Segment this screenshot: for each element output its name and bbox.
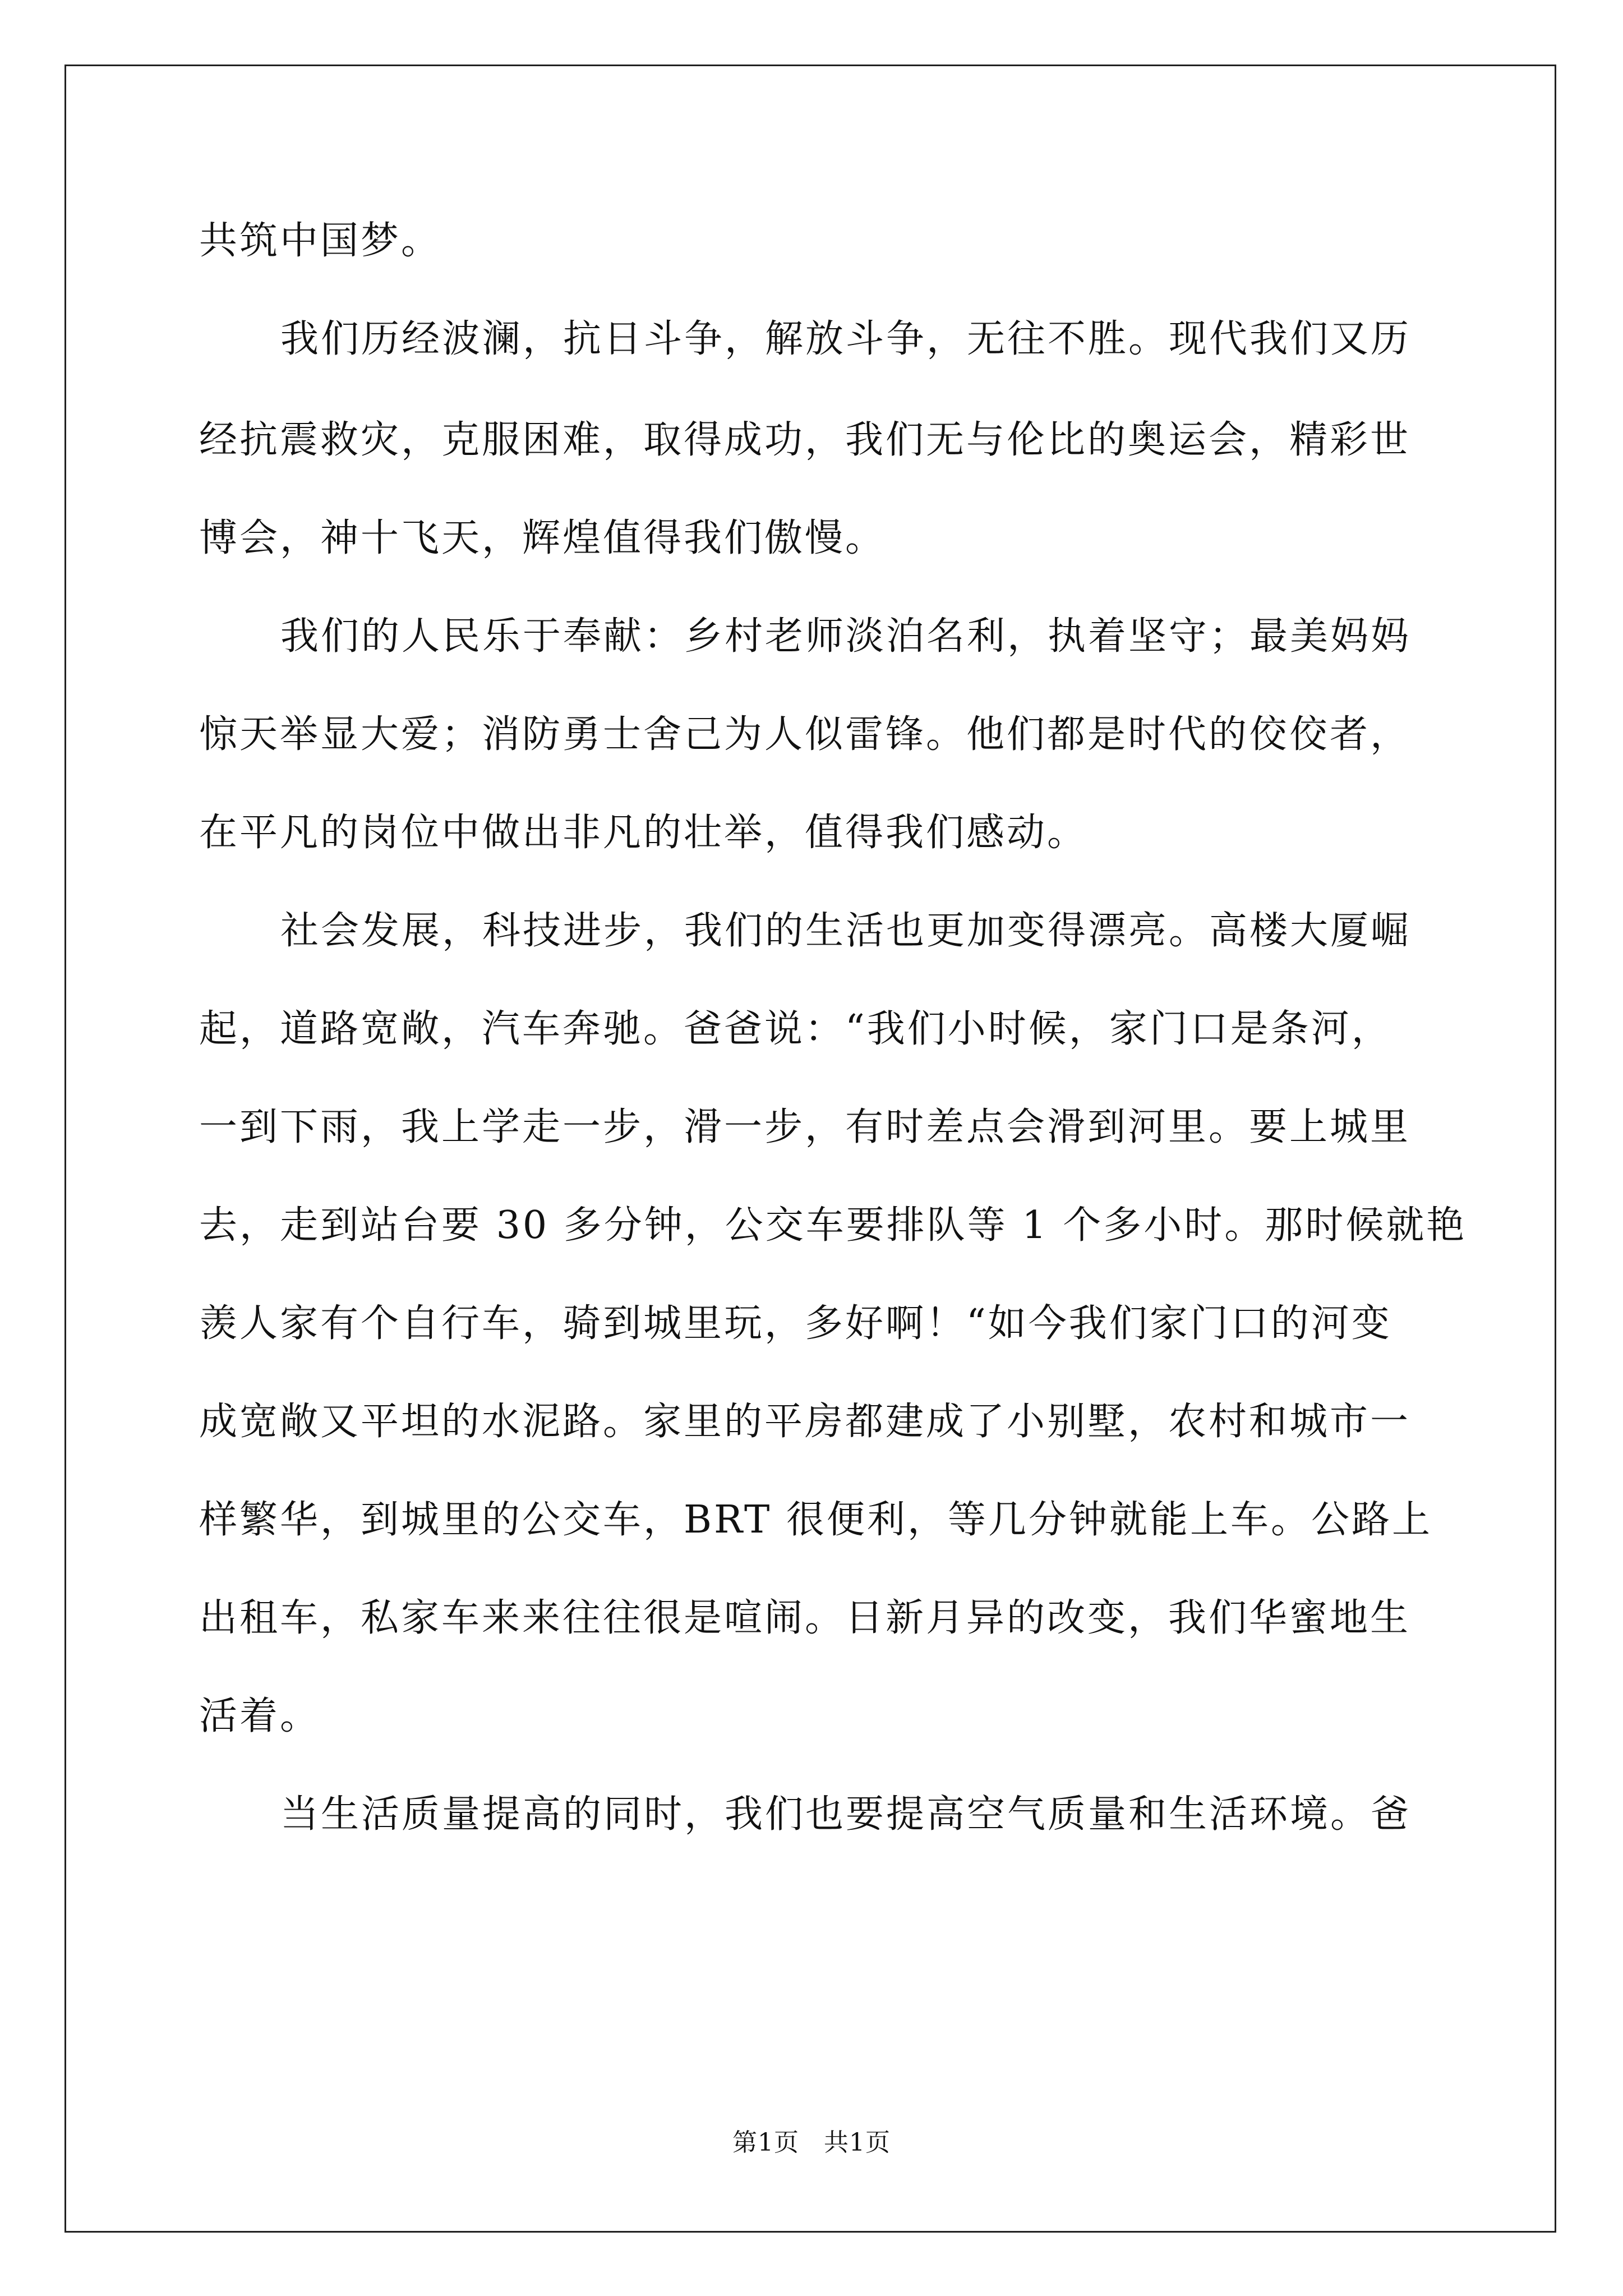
text-line: 出租车，私家车来来往往很是喧闹。日新月异的改变，我们华蜜地生 <box>199 1596 1411 1640</box>
text-line: 一到下雨，我上学走一步，滑一步，有时差点会滑到河里。要上城里 <box>199 1105 1411 1149</box>
text-line: 社会发展，科技进步，我们的生活也更加变得漂亮。高楼大厦崛 <box>280 909 1412 953</box>
page-number-total: 共1页 <box>824 2128 891 2157</box>
text-line: 我们历经波澜，抗日斗争，解放斗争，无往不胜。现代我们又历 <box>280 317 1412 361</box>
text-line: 成宽敞又平坦的水泥路。家里的平房都建成了小别墅，农村和城市一 <box>199 1400 1411 1444</box>
text-line: 起，道路宽敞，汽车奔驰。爸爸说：“我们小时候，家门口是条河， <box>199 1007 1392 1051</box>
text-line: 博会，神十飞天，辉煌值得我们傲慢。 <box>199 516 886 560</box>
text-line: 经抗震救灾，克服困难，取得成功，我们无与伦比的奥运会，精彩世 <box>199 418 1411 462</box>
text-line: 样繁华，到城里的公交车，BRT 很便利，等几分钟就能上车。公路上 <box>199 1498 1432 1542</box>
text-line: 在平凡的岗位中做出非凡的壮举，值得我们感动。 <box>199 811 1088 855</box>
page-number-current: 第1页 <box>732 2128 799 2157</box>
text-line: 去，走到站台要 30 多分钟，公交车要排队等 1 个多小时。那时候就艳 <box>199 1203 1467 1248</box>
page-footer <box>0 2126 1623 2160</box>
text-line: 我们的人民乐于奉献：乡村老师淡泊名利，执着坚守；最美妈妈 <box>280 614 1412 659</box>
text-line: 活着。 <box>199 1694 321 1738</box>
text-line: 当生活质量提高的同时，我们也要提高空气质量和生活环境。爸 <box>280 1792 1412 1837</box>
text-line: 惊天举显大爱；消防勇士舍己为人似雷锋。他们都是时代的佼佼者， <box>199 712 1411 757</box>
text-line: 羡人家有个自行车，骑到城里玩，多好啊！“如今我们家门口的河变 <box>199 1301 1392 1346</box>
text-line: 共筑中国梦。 <box>199 219 442 263</box>
